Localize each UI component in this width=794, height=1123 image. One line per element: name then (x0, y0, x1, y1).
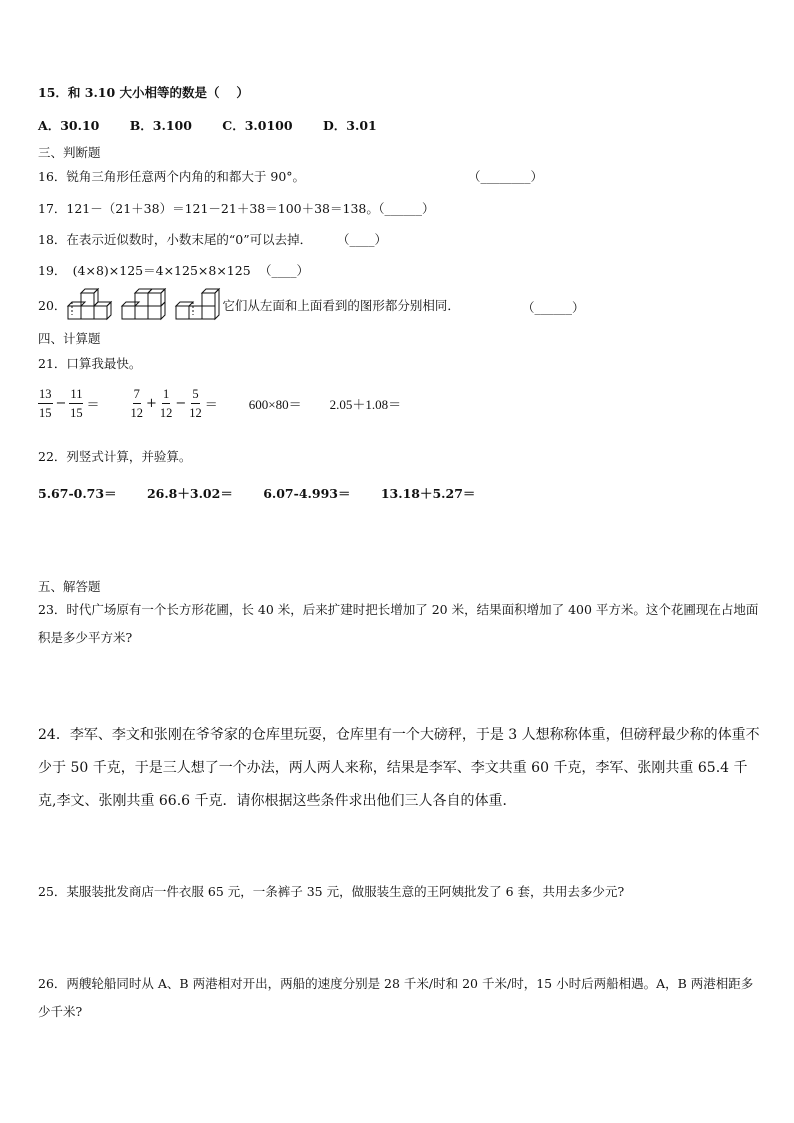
q20-number: 20． (38, 298, 67, 313)
fraction (160, 388, 173, 419)
q19-answer-blank[interactable]: （____） (259, 263, 310, 278)
q15-option-c[interactable]: C．3.0100 (222, 118, 293, 133)
operator: − (175, 396, 187, 411)
q20-text: 它们从左面和上面看到的图形都分别相同． (222, 298, 460, 313)
fraction (38, 388, 53, 419)
q22-expr-4: 13.18＋5.27＝ (380, 486, 476, 501)
q19-text: 19． (4×8)×125＝4×125×8×125 (38, 263, 251, 278)
q24-text: 24．李军、李文和张刚在爷爷家的仓库里玩耍，仓库里有一个大磅秤，于是 3 人想称称体重，但磅秤最少称的体重不少于 50 千克，于是三人想了一个办法，两人两人来称，结果是李军、李文共重 60 千克，李军、张刚共重 65.4 千克,李文、张刚共重 66.6 千克．请你根据这些条件求出他们三人各自的体重． (38, 727, 760, 809)
section-4-heading: 四、计算题 (38, 331, 101, 346)
q20-answer-blank[interactable]: （______） (522, 300, 585, 315)
denominator: 12 (189, 405, 202, 420)
equals-sign: ＝ (204, 398, 218, 413)
q21-expressions (38, 388, 429, 419)
q17-text: 17．121－（21＋38）＝121－21＋38＝100＋38＝138。 (38, 201, 379, 216)
q15-option-d[interactable]: D．3.01 (322, 118, 377, 133)
denominator: 12 (130, 405, 143, 420)
q22-text: 22．列竖式计算，并验算。 (38, 449, 192, 464)
q23-text: 23．时代广场原有一个长方形花圃，长 40 米，后来扩建时把长增加了 20 米，结果面积增加了 400 平方米。这个花圃现在占地面积是多少平方米? (38, 602, 759, 645)
cube-figure-3 (174, 288, 222, 322)
q15-options (38, 116, 403, 134)
cube-figure-2 (120, 288, 168, 322)
q22-expr-3: 6.07-4.993＝ (263, 486, 351, 501)
q15-option-b[interactable]: B．3.100 (129, 118, 192, 133)
q21-text: 21．口算我最快。 (38, 356, 142, 371)
q18-text: 18．在表示近似数时，小数末尾的“0”可以去掉． (38, 232, 313, 247)
section-3-heading: 三、判断题 (38, 145, 101, 160)
section-5-heading: 五、解答题 (38, 579, 101, 594)
q15-option-a[interactable]: A．30.10 (38, 118, 100, 133)
equals-sign: ＝ (86, 398, 100, 413)
operator: − (55, 396, 67, 411)
denominator: 15 (70, 405, 83, 420)
q21-expr-3: 600×80＝ (248, 397, 302, 412)
q16-text: 16．锐角三角形任意两个内角的和都大于 90°。 (38, 169, 306, 184)
q26-text: 26．两艘轮船同时从 A、B 两港相对开出，两船的速度分别是 28 千米/时和 20 千米/时，15 小时后两船相遇。A，B 两港相距多少千米? (38, 976, 754, 1019)
numerator: 13 (38, 388, 53, 404)
q22-expressions (38, 484, 501, 502)
q16-answer-blank[interactable]: （________） (468, 169, 544, 184)
fraction (69, 388, 83, 419)
q15-text: 15．和 3.10 大小相等的数是（ ） (38, 85, 249, 100)
numerator: 5 (191, 388, 199, 404)
q21-expr-2 (130, 388, 220, 419)
numerator: 1 (162, 388, 170, 404)
q20-cube-figures (66, 288, 222, 322)
numerator: 7 (133, 388, 141, 404)
q21-expr-1 (38, 388, 102, 419)
q21-expr-4: 2.05＋1.08＝ (329, 397, 402, 412)
q20-row (38, 288, 460, 322)
q22-expr-2: 26.8＋3.02＝ (146, 486, 233, 501)
q22-expr-1: 5.67-0.73＝ (38, 486, 117, 501)
operator: + (145, 396, 157, 411)
cube-figure-1 (66, 288, 114, 322)
q17-answer-blank[interactable]: （______） (372, 201, 435, 216)
q25-text: 25．某服装批发商店一件衣服 65 元，一条裤子 35 元，做服装生意的王阿姨批发了 6 套，共用去多少元? (38, 884, 625, 899)
fraction (130, 388, 143, 419)
denominator: 12 (159, 405, 173, 420)
q18-answer-blank[interactable]: （____） (337, 232, 388, 247)
numerator: 11 (69, 388, 83, 404)
denominator: 15 (39, 405, 52, 420)
fraction (189, 388, 202, 419)
